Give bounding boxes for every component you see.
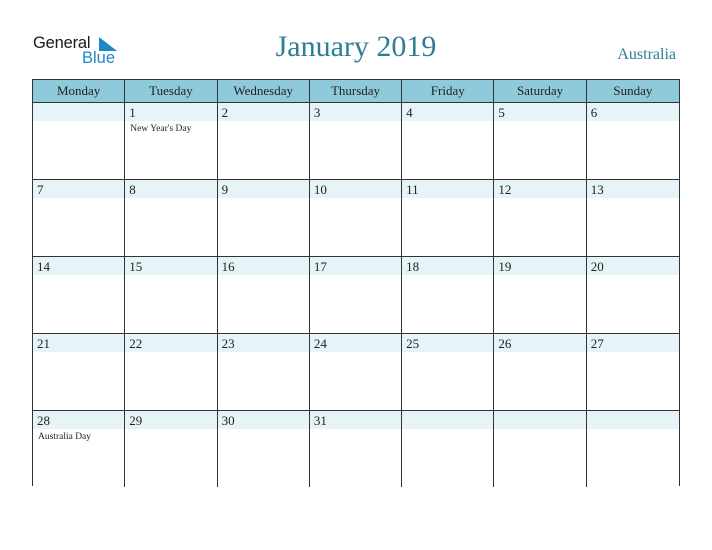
calendar-day-cell — [125, 257, 217, 333]
day-number: 7 — [37, 182, 44, 197]
calendar-day-cell — [125, 103, 217, 179]
day-number: 11 — [406, 182, 419, 197]
calendar-day-cell — [125, 411, 217, 487]
calendar-day-cell — [218, 180, 310, 256]
calendar-grid — [32, 79, 680, 486]
calendar-day-cell — [310, 103, 402, 179]
day-number: 28 — [37, 413, 50, 428]
calendar-day-cell — [218, 257, 310, 333]
calendar-week-row — [33, 257, 679, 334]
calendar-day-cell — [494, 257, 586, 333]
weekday-header: Sunday — [613, 83, 653, 98]
calendar-day-cell — [310, 334, 402, 410]
calendar-day-cell — [33, 334, 125, 410]
weekday-header: Monday — [33, 80, 125, 102]
country-label: Australia — [617, 46, 676, 63]
calendar-week-row — [33, 411, 679, 487]
calendar-week-row — [33, 334, 679, 411]
calendar-day-cell — [587, 103, 679, 179]
day-number: 2 — [221, 105, 229, 120]
calendar-day-cell — [33, 257, 125, 333]
weekday-header: Friday — [402, 80, 494, 102]
calendar-day-cell — [587, 257, 679, 333]
weekday-header-row — [33, 80, 679, 103]
calendar-day-cell — [125, 334, 217, 410]
calendar-day-cell — [494, 180, 586, 256]
page-title: January 2019 — [275, 30, 437, 63]
day-number: 17 — [313, 259, 327, 274]
calendar-day-cell — [33, 180, 125, 256]
day-number: 10 — [313, 182, 327, 197]
day-number: 29 — [129, 413, 143, 428]
day-number: 30 — [221, 413, 235, 428]
day-number: 15 — [129, 259, 143, 274]
day-number: 13 — [590, 182, 604, 197]
calendar-week-row — [33, 103, 679, 180]
calendar-day-cell — [402, 180, 494, 256]
calendar-day-cell — [494, 103, 586, 179]
day-number: 14 — [37, 259, 50, 274]
day-number: 5 — [498, 105, 505, 120]
calendar-day-cell — [310, 180, 402, 256]
calendar-day-cell — [402, 257, 494, 333]
calendar-week-row — [33, 180, 679, 257]
calendar-day-cell — [587, 334, 679, 410]
day-number: 9 — [221, 182, 229, 197]
calendar-day-cell — [218, 334, 310, 410]
calendar-day-cell — [310, 411, 402, 487]
day-number: 26 — [498, 336, 512, 351]
day-number: 22 — [129, 336, 143, 351]
day-number: 27 — [590, 336, 604, 351]
day-number: 19 — [498, 259, 512, 274]
weekday-header: Tuesday — [125, 80, 217, 102]
day-number: 23 — [221, 336, 235, 351]
calendar-day-cell — [125, 180, 217, 256]
weekday-header: Saturday — [494, 80, 586, 102]
day-number: 25 — [406, 336, 420, 351]
calendar-day-cell — [218, 103, 310, 179]
calendar-day-cell — [494, 411, 586, 487]
day-number: 1 — [129, 105, 136, 120]
day-number: 8 — [129, 182, 136, 197]
day-number: 6 — [590, 105, 598, 120]
calendar-day-cell — [33, 411, 125, 487]
calendar-day-cell — [402, 103, 494, 179]
holiday-label: New Year's Day — [130, 124, 192, 134]
day-number: 3 — [313, 105, 321, 120]
day-number: 18 — [406, 259, 420, 274]
day-number: 24 — [313, 336, 327, 351]
day-number: 12 — [498, 182, 512, 197]
calendar-day-cell — [587, 180, 679, 256]
logo-text-blue: Blue — [82, 49, 116, 67]
calendar-day-cell — [310, 257, 402, 333]
day-number: 31 — [313, 413, 327, 428]
calendar-day-cell — [402, 411, 494, 487]
calendar-day-cell — [33, 103, 125, 179]
weekday-header: Thursday — [310, 80, 402, 102]
calendar-day-cell — [218, 411, 310, 487]
calendar-weeks — [33, 103, 679, 487]
logo-text-general: General — [33, 34, 91, 52]
calendar-day-cell — [402, 334, 494, 410]
day-number: 20 — [590, 259, 604, 274]
holiday-label: Australia Day — [38, 432, 92, 442]
day-number: 21 — [37, 336, 50, 351]
day-number: 16 — [221, 259, 235, 274]
day-number: 4 — [406, 105, 413, 120]
calendar-day-cell — [494, 334, 586, 410]
weekday-header: Wednesday — [218, 80, 310, 102]
calendar-day-cell — [587, 411, 679, 487]
